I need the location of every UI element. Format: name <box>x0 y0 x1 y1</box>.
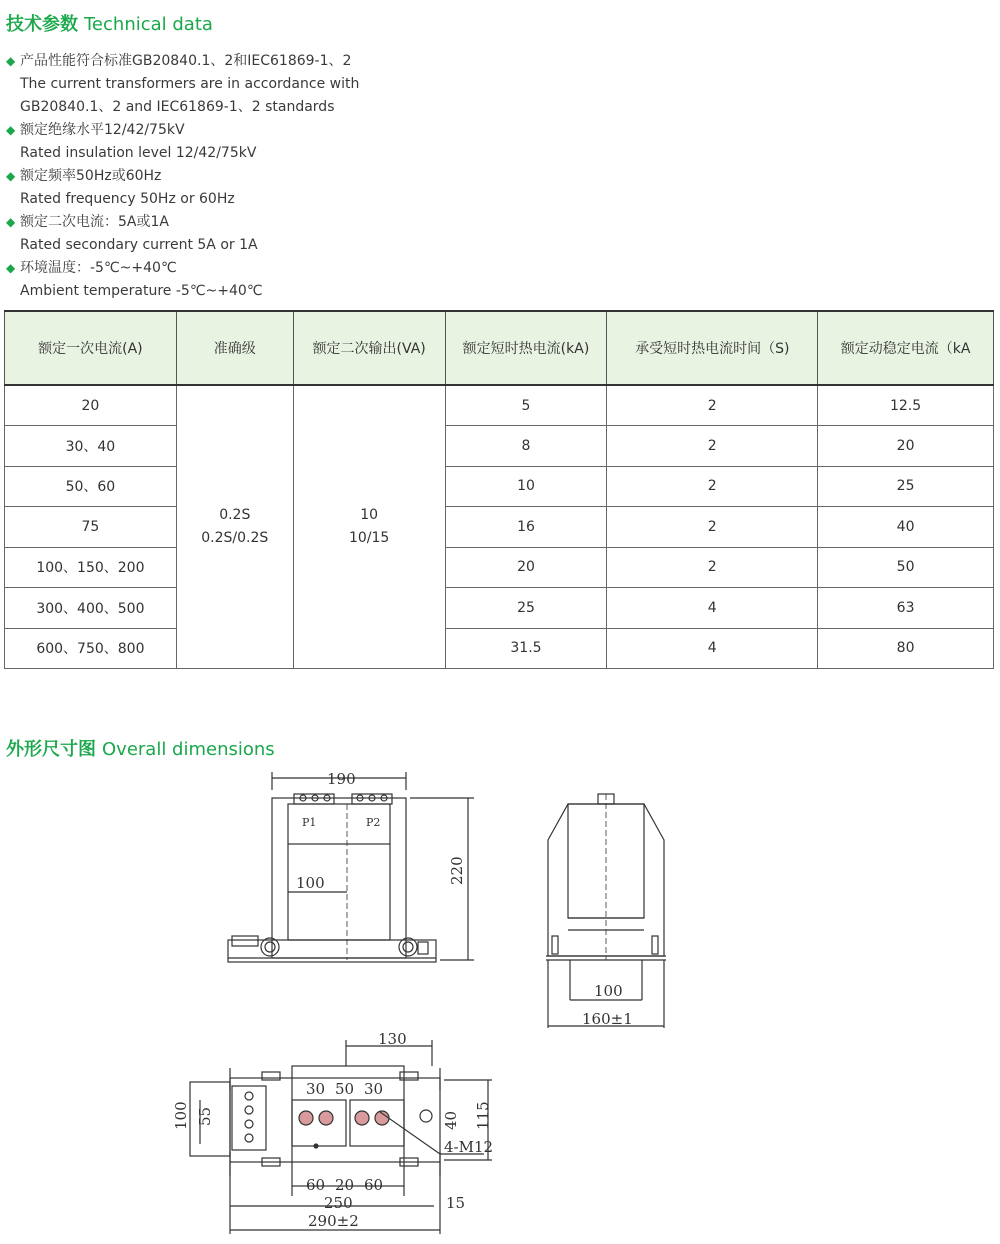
cell-current: 75 <box>5 507 177 548</box>
dim-top-60a: 60 <box>306 1176 326 1194</box>
table-row <box>5 547 994 588</box>
dim-front-height: 220 <box>448 856 466 885</box>
spec-item <box>6 257 706 280</box>
header-thermal-time: 承受短时热电流时间（S) <box>607 311 818 385</box>
cell-time: 2 <box>607 466 818 507</box>
spec-cn: 产品性能符合标准GB20840.1、2和IEC61869-1、2 <box>20 53 352 69</box>
diamond-bullet-icon: ◆ <box>6 169 16 183</box>
output-line: 10/15 <box>348 530 390 546</box>
cell-time: 2 <box>607 426 818 467</box>
dim-top-30a: 30 <box>306 1080 326 1098</box>
dim-top-130: 130 <box>378 1030 407 1048</box>
dimensions-section-title <box>6 735 275 761</box>
table-row <box>5 588 994 629</box>
cell-dynamic: 50 <box>818 547 994 588</box>
dim-top-55: 55 <box>196 1106 214 1126</box>
dim-top-50: 50 <box>335 1080 355 1098</box>
cell-dynamic: 25 <box>818 466 994 507</box>
spec-en: The current transformers are in accordance with <box>20 76 360 92</box>
cell-dynamic: 80 <box>818 628 994 669</box>
dim-top-20: 20 <box>335 1176 355 1194</box>
cell-thermal: 31.5 <box>445 628 607 669</box>
cell-thermal: 25 <box>445 588 607 629</box>
cell-accuracy <box>176 385 293 669</box>
diamond-bullet-icon: ◆ <box>6 123 16 137</box>
dim-top-40: 40 <box>442 1110 460 1130</box>
accuracy-line: 0.2S <box>219 507 251 523</box>
cell-dynamic: 40 <box>818 507 994 548</box>
spec-item <box>6 50 706 73</box>
header-thermal-current: 额定短时热电流(kA) <box>445 311 607 385</box>
dim-top-290: 290±2 <box>308 1212 359 1230</box>
header-secondary-output: 额定二次输出(VA) <box>293 311 445 385</box>
header-dynamic-current: 额定动稳定电流（kA <box>818 311 994 385</box>
dim-front-inner: 100 <box>296 874 325 892</box>
accuracy-line: 0.2S/0.2S <box>201 530 269 546</box>
cell-thermal: 10 <box>445 466 607 507</box>
cell-thermal: 8 <box>445 426 607 467</box>
spec-cn: 额定二次电流：5A或1A <box>20 214 169 230</box>
dim-top-30b: 30 <box>364 1080 384 1098</box>
output-line: 10 <box>360 507 379 523</box>
table-row <box>5 628 994 669</box>
cell-dynamic: 20 <box>818 426 994 467</box>
label-p1: P1 <box>302 816 317 829</box>
dim-top-60b: 60 <box>364 1176 384 1194</box>
spec-cn: 额定频率50Hz或60Hz <box>20 168 162 184</box>
cell-thermal: 20 <box>445 547 607 588</box>
label-p2: P2 <box>366 816 381 829</box>
dim-side-inner: 100 <box>594 982 623 1000</box>
cell-dynamic: 12.5 <box>818 385 994 426</box>
spec-en: GB20840.1、2 and IEC61869-1、2 standards <box>20 99 335 115</box>
front-view <box>228 772 474 962</box>
tech-title-cn: 技术参数 <box>6 14 78 35</box>
spec-item <box>6 119 706 142</box>
spec-en: Ambient temperature -5℃~+40℃ <box>20 283 263 299</box>
cell-time: 2 <box>607 385 818 426</box>
cell-thermal: 5 <box>445 385 607 426</box>
dim-side-base: 160±1 <box>582 1010 633 1028</box>
dimensions-title-cn: 外形尺寸图 <box>6 739 96 760</box>
cell-current: 100、150、200 <box>5 547 177 588</box>
spec-list <box>6 50 706 303</box>
spec-en: Rated insulation level 12/42/75kV <box>20 145 257 161</box>
table-row <box>5 466 994 507</box>
spec-table <box>4 310 994 669</box>
tech-title-en: Technical data <box>84 14 213 35</box>
table-row <box>5 426 994 467</box>
spec-item <box>6 165 706 188</box>
cell-current: 20 <box>5 385 177 426</box>
table-row <box>5 385 994 426</box>
diamond-bullet-icon: ◆ <box>6 261 16 275</box>
header-accuracy: 准确级 <box>176 311 293 385</box>
spec-en: Rated frequency 50Hz or 60Hz <box>20 191 235 207</box>
cell-time: 4 <box>607 628 818 669</box>
dim-top-bolt: 4-M12 <box>444 1138 494 1156</box>
tech-section-title <box>6 10 213 36</box>
dim-front-width: 190 <box>327 770 356 788</box>
diamond-bullet-icon: ◆ <box>6 215 16 229</box>
dim-top-15: 15 <box>446 1194 466 1212</box>
header-primary-current: 额定一次电流(A) <box>5 311 177 385</box>
drawing-svg <box>0 760 1000 1244</box>
cell-current: 30、40 <box>5 426 177 467</box>
spec-item <box>6 211 706 234</box>
dim-top-115: 115 <box>474 1101 492 1130</box>
dim-top-250: 250 <box>324 1194 353 1212</box>
table-header-row <box>5 311 994 385</box>
cell-time: 2 <box>607 507 818 548</box>
table-row <box>5 507 994 548</box>
cell-thermal: 16 <box>445 507 607 548</box>
cell-time: 4 <box>607 588 818 629</box>
cell-output <box>293 385 445 669</box>
cell-current: 600、750、800 <box>5 628 177 669</box>
cell-current: 50、60 <box>5 466 177 507</box>
cell-current: 300、400、500 <box>5 588 177 629</box>
spec-cn: 环境温度：-5℃~+40℃ <box>20 260 177 276</box>
dim-top-100: 100 <box>172 1101 190 1130</box>
dimension-drawings <box>0 760 1000 1244</box>
diamond-bullet-icon: ◆ <box>6 54 16 68</box>
spec-en: Rated secondary current 5A or 1A <box>20 237 258 253</box>
dimensions-title-en: Overall dimensions <box>102 739 275 760</box>
cell-time: 2 <box>607 547 818 588</box>
spec-cn: 额定绝缘水平12/42/75kV <box>20 122 185 138</box>
cell-dynamic: 63 <box>818 588 994 629</box>
